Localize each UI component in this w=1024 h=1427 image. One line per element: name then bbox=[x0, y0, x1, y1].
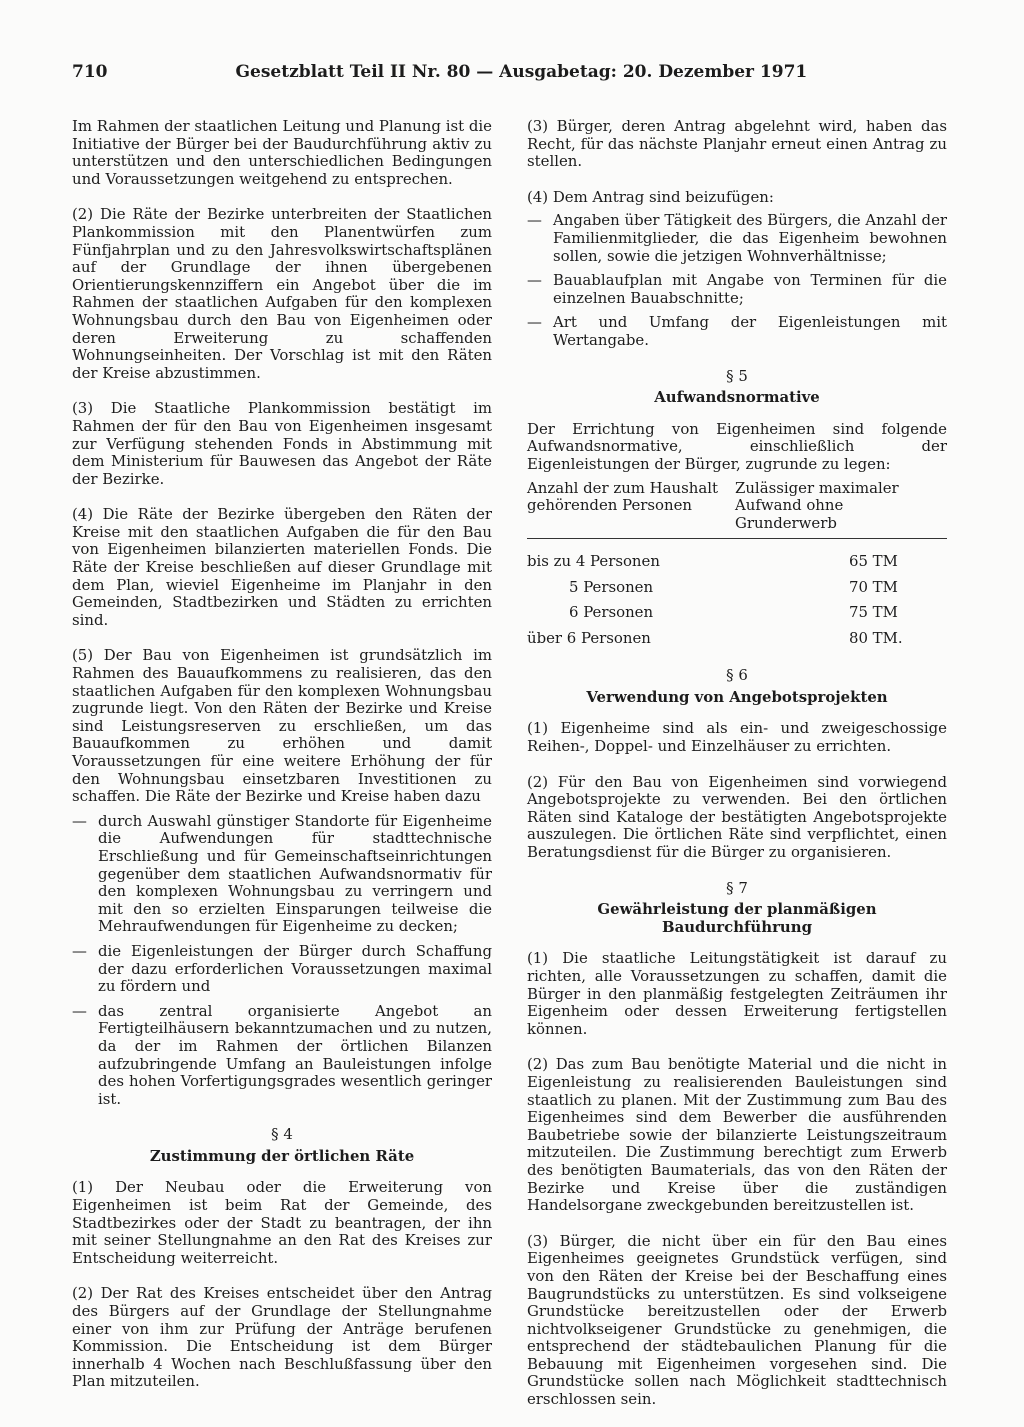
table-header-persons: Anzahl der zum Haushalt gehörenden Personen bbox=[527, 478, 718, 515]
section-title: Gewährleistung der planmäßigen Baudurchführung bbox=[597, 900, 877, 936]
table-row bbox=[527, 600, 947, 626]
section-number: § 4 bbox=[271, 1125, 293, 1144]
paragraph: (2) Der Rat des Kreises entscheidet über den Antrag des Bürgers auf der Grundlage der Stellungnahme einer von ihm zur Prüfung der Anträge berufenen Kommission. Die Entscheidung ist dem Bürger innerhalb 4 Wochen nach Beschlußfassung über den Plan mitzuteilen. bbox=[72, 1284, 492, 1391]
paragraph: (5) Der Bau von Eigenheimen ist grundsätzlich im Rahmen des Bauaufkommens zu realisieren, das den staatlichen Aufgaben für den komplexen Wohnungsbau zugrunde liegt. Von den Räten der Bezirke und Kreise sind Leistungsreserven zu erschließen, um das Bauaufkommen zu erhöhen und damit Voraussetzungen für eine weitere Erhöhung der für den Wohnungsbau einsetzbaren Investitionen zu schaffen. Die Räte der Bezirke und Kreise haben dazu bbox=[72, 646, 492, 806]
section-title: Aufwandsnormative bbox=[654, 388, 820, 407]
paragraph: (1) Die staatliche Leitungstätigkeit ist darauf zu richten, alle Voraussetzungen zu schaffen, damit die Bürger in den planmäßig festgelegten Zeiträumen ihr Eigenheim oder dessen Erweiterung fertigstellen können. bbox=[527, 949, 947, 1038]
paragraph: Der Errichtung von Eigenheimen sind folgende Aufwandsnormative, einschließlich der Eigenleistungen der Bürger, zugrunde zu legen: bbox=[527, 419, 947, 473]
section-title: Verwendung von Angebotsprojekten bbox=[586, 687, 888, 706]
page-number: 710 bbox=[72, 62, 108, 82]
paragraph: Im Rahmen der staatlichen Leitung und Planung ist die Initiative der Bürger bei der Baudurchführung aktiv zu unterstützen und den unterschiedlichen Bedingungen und Voraussetzungen weitgehend zu entsprechen. bbox=[72, 117, 492, 188]
paragraph: (2) Für den Bau von Eigenheimen sind vorwiegend Angebotsprojekte zu verwenden. Bei den örtlichen Räten sind Kataloge der bestätigten Angebotsprojekte auszulegen. Die örtlichen Räte sind verpflichtet, einen Beratungsdienst für die Bürger zu organisieren. bbox=[527, 772, 947, 862]
list-item: — die Eigenleistungen der Bürger durch Schaffung der dazu erforderlichen Voraussetzungen maximal zu fördern und bbox=[72, 943, 492, 996]
table-header bbox=[527, 480, 947, 533]
list-item: — Angaben über Tätigkeit des Bürgers, die Anzahl der Familienmitglieder, die das Eigenheim bewohnen sollen, sowie die jetzigen Wohnverhältnisse; bbox=[527, 212, 947, 265]
table-header-amount: Zulässiger maximaler Aufwand ohne Grunderwerb bbox=[735, 478, 899, 532]
paragraph: (1) Eigenheime sind als ein- und zweigeschossige Reihen-, Doppel- und Einzelhäuser zu errichten. bbox=[527, 719, 947, 756]
table-cell-value: 70 TM bbox=[849, 577, 898, 596]
table-cell-persons: über 6 Personen bbox=[527, 628, 651, 647]
list-item: — das zentral organisierte Angebot an Fertigteilhäusern bekanntzumachen und zu nutzen, da der im Rahmen der örtlichen Bilanzen aufzubringende Umfang an Bauleistungen infolge des hohen Vorfertigungsgrades wesentlich geringer ist. bbox=[72, 1003, 492, 1109]
section-number: § 6 bbox=[726, 666, 748, 685]
table-cell-persons: bis zu 4 Personen bbox=[527, 552, 660, 571]
paragraph: (4) Dem Antrag sind beizufügen: bbox=[527, 187, 774, 206]
list-item: — Art und Umfang der Eigenleistungen mit Wertangabe. bbox=[527, 314, 947, 349]
dash-list bbox=[527, 212, 947, 349]
right-column bbox=[527, 118, 947, 1427]
header-title: Gesetzblatt Teil II Nr. 80 — Ausgabetag: 20. Dezember 1971 bbox=[235, 62, 808, 82]
page-header bbox=[72, 62, 942, 82]
paragraph: (4) Die Räte der Bezirke übergeben den Räten der Kreise mit den staatlichen Aufgaben die für den Bau von Eigenheimen bilanzierten materiellen Fonds. Die Räte der Kreise beschließen auf dieser Grundlage mit dem Plan, wieviel Eigenheime im Planjahr in den Gemeinden, Stadtbezirken und Städten zu errichten sind. bbox=[72, 505, 492, 629]
table-rule bbox=[527, 538, 947, 539]
normative-table bbox=[527, 480, 947, 652]
paragraph: (3) Bürger, die nicht über ein für den Bau eines Eigenheimes geeignetes Grundstück verfügen, sind von den Räten der Kreise bei der Beschaffung eines Baugrundstücks zu unterstützen. Es sind volkseigene Grundstücke bereitzustellen oder der Erwerb nichtvolkseigener Grundstücke zu genehmigen, die entsprechend der städtebaulichen Planung für die Bebauung mit Eigenheimen vorgesehen sind. Die Grundstücke sollen nach Möglichkeit stadttechnisch erschlossen sein. bbox=[527, 1231, 947, 1409]
left-column bbox=[72, 118, 492, 1409]
section-title: Zustimmung der örtlichen Räte bbox=[149, 1146, 415, 1165]
paragraph: (3) Bürger, deren Antrag abgelehnt wird, haben das Recht, für das nächste Planjahr erneut einen Antrag zu stellen. bbox=[527, 117, 947, 171]
paragraph: (2) Das zum Bau benötigte Material und die nicht in Eigenleistung zu realisierenden Bauleistungen sind staatlich zu planen. Mit der Zustimmung zum Bau des Eigenheimes sind dem Bewerber die ausführenden Baubetriebe sowie der bilanzierte Leistungszeitraum mitzuteilen. Die Zustimmung berechtigt zum Erwerb des benötigten Baumaterials, das von den Räten der Bezirke und Kreise über die zuständigen Handelsorgane zweckgebunden bereitzustellen ist. bbox=[527, 1055, 947, 1215]
paragraph: (1) Der Neubau oder die Erweiterung von Eigenheimen ist beim Rat der Gemeinde, des Stadtbezirkes oder der Stadt zu beantragen, der ihn mit seiner Stellungnahme an den Rat des Kreises zur Entscheidung weiterreicht. bbox=[72, 1178, 492, 1267]
dash-list bbox=[72, 813, 492, 1109]
table-cell-value: 75 TM bbox=[849, 603, 898, 622]
table-cell-persons: 6 Personen bbox=[569, 603, 654, 622]
table-cell-value: 80 TM. bbox=[849, 628, 903, 647]
section-number: § 7 bbox=[726, 878, 748, 897]
table-row bbox=[527, 575, 947, 601]
table-row bbox=[527, 549, 947, 575]
list-item: — Bauablaufplan mit Angabe von Terminen für die einzelnen Bauabschnitte; bbox=[527, 272, 947, 307]
paragraph: (3) Die Staatliche Plankommission bestätigt im Rahmen der für den Bau von Eigenheimen insgesamt zur Verfügung stehenden Fonds in Abstimmung mit dem Ministerium für Bauwesen das Angebot der Räte der Bezirke. bbox=[72, 399, 492, 488]
table-cell-value: 65 TM bbox=[849, 552, 898, 571]
paragraph: (2) Die Räte der Bezirke unterbreiten der Staatlichen Plankommission mit den Planentwürfen zum Fünfjahrplan und zu den Jahresvolkswirtschaftsplänen auf der Grundlage der ihnen übergebenen Orientierungskennziffern ein Angebot über die im Rahmen der staatlichen Aufgaben für den komplexen Wohnungsbau durch den Bau von Eigenheimen oder deren Erweiterung zu schaffenden Wohnungseinheiten. Der Vorschlag ist mit den Räten der Kreise abzustimmen. bbox=[72, 205, 492, 382]
section-number: § 5 bbox=[726, 366, 748, 385]
table-row bbox=[527, 626, 947, 652]
list-item: — durch Auswahl günstiger Standorte für Eigenheime die Aufwendungen für stadttechnische Erschließung und für Gemeinschaftseinrichtungen gegenüber dem staatlichen Aufwandsnormativ für den komplexen Wohnungsbau zu verringern und mit den so erzielten Einsparungen teilweise die Mehraufwendungen für Eigenheime zu decken; bbox=[72, 813, 492, 936]
table-cell-persons: 5 Personen bbox=[569, 577, 654, 596]
